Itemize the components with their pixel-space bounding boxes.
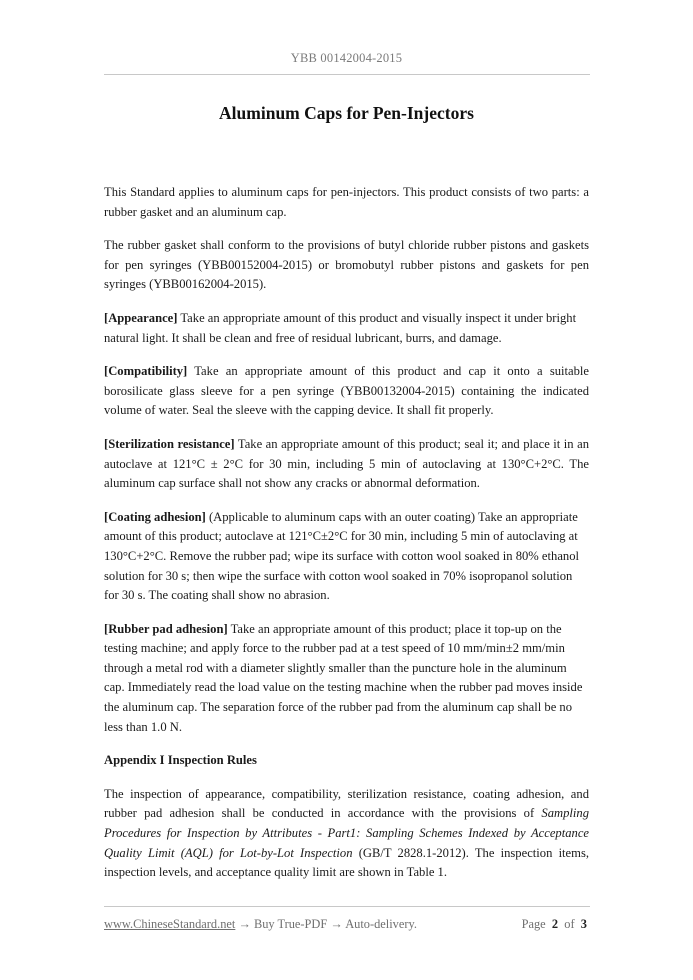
- page-indicator: [522, 917, 587, 932]
- auto-delivery-text: Auto-delivery.: [345, 917, 417, 931]
- rubber-pad-paragraph: [104, 620, 589, 738]
- appendix-paragraph: [104, 785, 589, 883]
- compatibility-label: [Compatibility]: [104, 364, 188, 379]
- arrow-right-icon: →: [235, 917, 254, 931]
- arrow-right-icon: →: [327, 917, 346, 931]
- page-label: Page: [521, 917, 546, 931]
- appendix-text-end: (GB/T 2828.1-2012). The inspection items, inspection levels, and acceptance quality limit are shown in Table 1.: [104, 845, 589, 880]
- rubber-gasket-paragraph: The rubber gasket shall conform to the provisions of butyl chloride rubber pistons and gaskets for pen syringes (YBB00152004-2015) or bromobutyl rubber pistons and gaskets for pen syringes (YBB00162004-2015).: [104, 238, 589, 292]
- total-pages: 3: [580, 917, 587, 931]
- page-of-label: of: [564, 917, 575, 931]
- rubber-pad-text: Take an appropriate amount of this product; place it top-up on the testing machine; and apply force to the rubber pad at a test speed of 10 mm/min±2 mm/min through a metal rod with a diameter slightly smaller than the puncture hole in the aluminum cap. Immediately read the load value on the testing machine when the rubber pad moves inside the aluminum cap. The separation force of the rubber pad from the aluminum cap shall be no less than 1.0 N.: [104, 621, 583, 734]
- scope-paragraph: This Standard applies to aluminum caps for pen-injectors. This product consists of two parts: a rubber gasket and an aluminum cap.: [104, 185, 589, 219]
- appearance-label: [Appearance]: [104, 310, 178, 325]
- footer-links: [104, 917, 417, 932]
- footer-divider: [104, 906, 590, 907]
- coating-paragraph: [104, 508, 589, 606]
- appendix-text-start: The inspection of appearance, compatibility, sterilization resistance, coating adhesion, and rubber pad adhesion shall be conducted in accordance with the provisions of: [104, 786, 589, 821]
- appearance-text: Take an appropriate amount of this product and visually inspect it under bright natural light. It shall be clean and free of residual lubricant, burrs, and damage.: [104, 310, 577, 345]
- compatibility-paragraph: [104, 362, 589, 421]
- sterilization-text: Take an appropriate amount of this product; seal it; and place it in an autoclave at 121°C ± 2°C for 30 min, including 5 min of autoclaving at 130°C+2°C. The aluminum cap surface shall not show any cracks or abnormal deformation.: [104, 436, 590, 491]
- appearance-paragraph: [104, 309, 589, 348]
- document-body: [104, 183, 589, 897]
- current-page: 2: [551, 917, 559, 931]
- website-link[interactable]: www.ChineseStandard.net: [104, 917, 236, 931]
- appendix-heading: Appendix I Inspection Rules: [104, 753, 257, 768]
- sterilization-paragraph: [104, 435, 589, 494]
- coating-text: (Applicable to aluminum caps with an outer coating) Take an appropriate amount of this product; autoclave at 121°C±2°C for 30 min, including 5 min of autoclaving at 130°C+2°C. Remove the rubber pad; wipe its surface with cotton wool soaked in 80% ethanol solution for 30 s; then wipe the surface with cotton wool soaked in 70% isopropanol solution for 30 s. The coating shall show no abrasion.: [104, 509, 580, 603]
- appendix-standard-title: Sampling Procedures for Inspection by Attributes - Part1: Sampling Schemes Indexed by Acceptance Quality Limit (AQL) for Lot-by-Lot Inspection: [104, 806, 589, 860]
- buy-pdf-text: Buy True-PDF: [253, 917, 328, 931]
- coating-label: [Coating adhesion]: [104, 509, 206, 524]
- rubber-pad-label: [Rubber pad adhesion]: [104, 621, 228, 636]
- document-code-header: YBB 00142004-2015: [290, 51, 403, 65]
- sterilization-label: [Sterilization resistance]: [104, 436, 235, 451]
- compatibility-text: Take an appropriate amount of this product and cap it onto a suitable borosilicate glass sleeve for a pen syringe (YBB00132004-2015) containing the indicated volume of water. Seal the sleeve with the capping device. It shall fit properly.: [104, 364, 589, 418]
- header-divider: [104, 74, 590, 75]
- document-title: Aluminum Caps for Pen-Injectors: [219, 103, 474, 123]
